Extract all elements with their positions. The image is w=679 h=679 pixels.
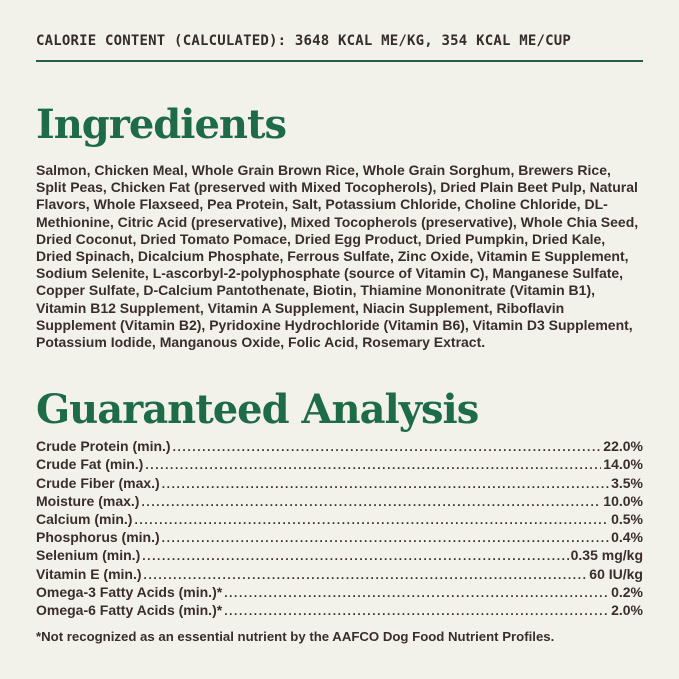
divider-rule	[36, 60, 643, 62]
leader-dots	[162, 475, 609, 493]
row-value: 0.35 mg/kg	[570, 547, 643, 564]
row-value: 14.0%	[603, 456, 643, 473]
row-label: Crude Fat (min.)	[36, 456, 144, 473]
row-value: 2.0%	[611, 602, 643, 619]
row-label: Omega-3 Fatty Acids (min.)*	[36, 583, 223, 600]
leader-dots	[144, 566, 588, 584]
row-value: 3.5%	[611, 474, 643, 491]
guaranteed-analysis-title: Guaranteed Analysis	[36, 386, 479, 434]
row-value: 0.5%	[611, 511, 643, 528]
row-value: 0.2%	[611, 583, 643, 600]
analysis-row	[36, 584, 643, 602]
row-value: 60 IU/kg	[589, 565, 643, 582]
analysis-row	[36, 511, 643, 529]
analysis-row	[36, 438, 643, 456]
row-label: Vitamin E (min.)	[36, 565, 142, 582]
row-label: Calcium (min.)	[36, 511, 133, 528]
analysis-row	[36, 475, 643, 493]
analysis-table	[36, 438, 643, 620]
calorie-content-line: CALORIE CONTENT (CALCULATED): 3648 KCAL ME/KG, 354 KCAL ME/CUP	[36, 33, 571, 49]
analysis-row	[36, 493, 643, 511]
analysis-row	[36, 529, 643, 547]
analysis-row	[36, 602, 643, 620]
row-value: 22.0%	[603, 438, 643, 455]
row-label: Omega-6 Fatty Acids (min.)*	[36, 602, 223, 619]
row-value: 10.0%	[603, 492, 643, 509]
leader-dots	[173, 438, 602, 456]
leader-dots	[134, 511, 609, 529]
row-label: Moisture (max.)	[36, 492, 140, 509]
row-value: 0.4%	[611, 529, 643, 546]
row-label: Selenium (min.)	[36, 547, 141, 564]
leader-dots	[142, 547, 568, 565]
analysis-row	[36, 547, 643, 565]
ingredients-title: Ingredients	[36, 101, 286, 148]
analysis-row	[36, 566, 643, 584]
row-label: Phosphorus (min.)	[36, 529, 160, 546]
row-label: Crude Fiber (max.)	[36, 474, 160, 491]
leader-dots	[224, 584, 609, 602]
leader-dots	[162, 529, 609, 547]
analysis-footnote: *Not recognized as an essential nutrient by the AAFCO Dog Food Nutrient Profiles.	[36, 629, 555, 645]
ingredients-text: Salmon, Chicken Meal, Whole Grain Brown Rice, Whole Grain Sorghum, Brewers Rice, Split Peas, Chicken Fat (preserved with Mixed Tocopherols), Dried Plain Beet Pulp, Natural Flavors, Whole Flaxseed, Pea Protein, Salt, Potassium Chloride, Choline Chloride, DL-Methionine, Citric Acid (preservative), Mixed Tocopherols (preservative), Whole Chia Seed, Dried Coconut, Dried Tomato Pomace, Dried Egg Product, Dried Pumpkin, Dried Kale, Dried Spinach, Dicalcium Phosphate, Ferrous Sulfate, Zinc Oxide, Vitamin E Supplement, Sodium Selenite, L-ascorbyl-2-polyphosphate (source of Vitamin C), Manganese Sulfate, Copper Sulfate, D-Calcium Pantothenate, Biotin, Thiamine Mononitrate (Vitamin B1), Vitamin B12 Supplement, Vitamin A Supplement, Niacin Supplement, Riboflavin Supplement (Vitamin B2), Pyridoxine Hydrochloride (Vitamin B6), Vitamin D3 Supplement, Potassium Iodide, Manganous Oxide, Folic Acid, Rosemary Extract.	[36, 162, 639, 351]
row-label: Crude Protein (min.)	[36, 438, 171, 455]
leader-dots	[224, 602, 609, 620]
analysis-row	[36, 456, 643, 474]
leader-dots	[141, 493, 601, 511]
leader-dots	[145, 456, 601, 474]
